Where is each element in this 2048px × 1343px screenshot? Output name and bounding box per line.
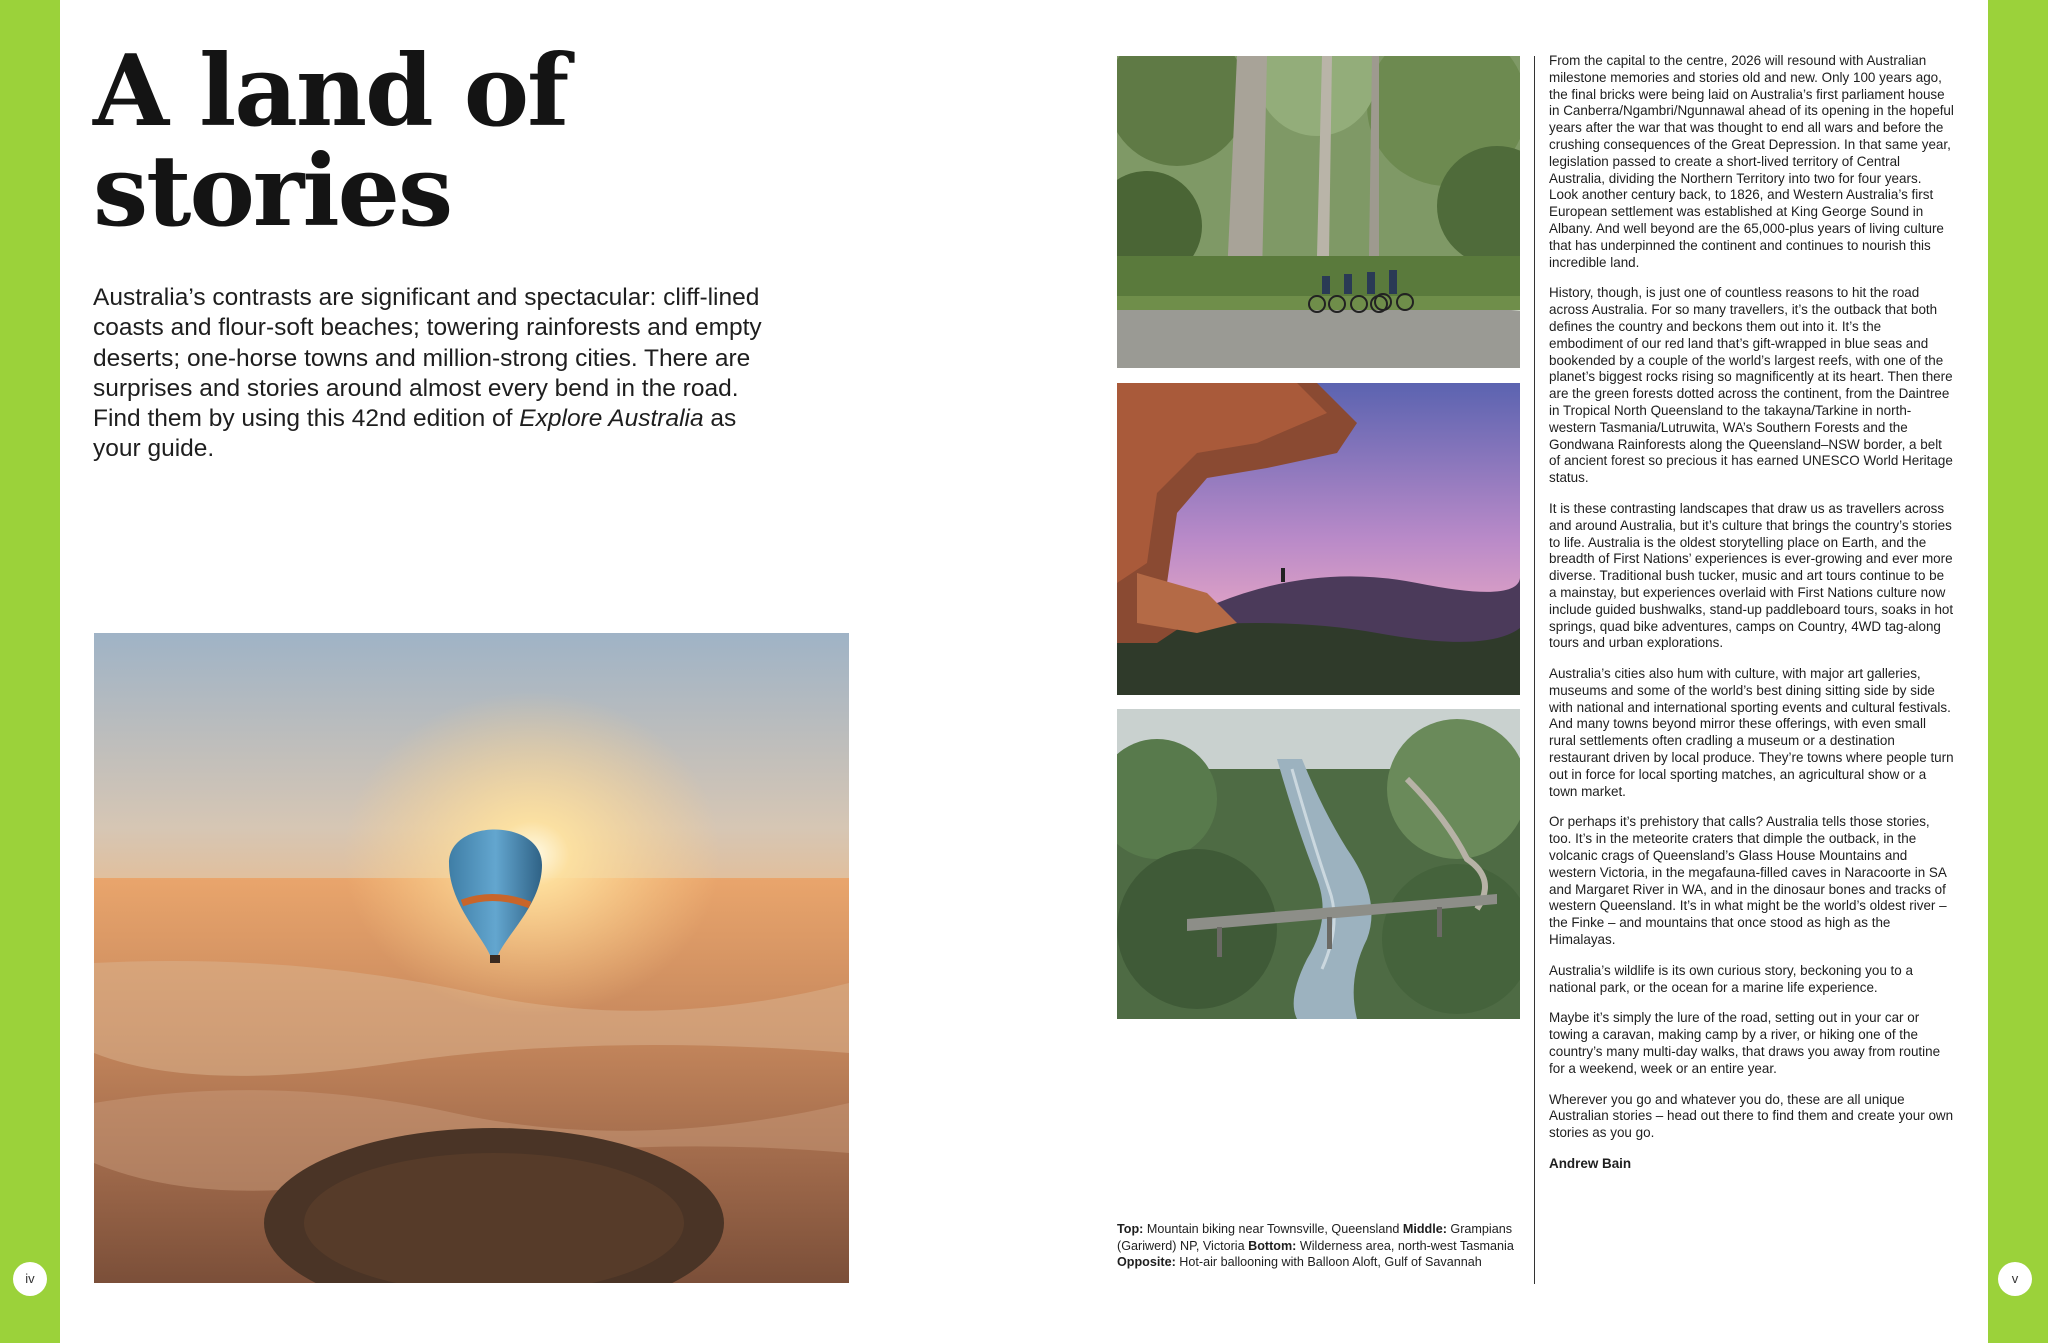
body-paragraph-7: Maybe it’s simply the lure of the road, setting out in your car or towing a caravan, making camp by a river, or hiking one of the country’s many multi-day walks, that draws you away from routine for a weekend, week or an entire year.: [1549, 1010, 1941, 1076]
caption-top-label: Top:: [1117, 1222, 1144, 1236]
intro-paragraph: [93, 283, 765, 465]
intro-italic-title: Explore Australia: [519, 405, 704, 433]
wilderness-river-photo: [1117, 709, 1520, 1019]
body-paragraph-1: From the capital to the centre, 2026 will resound with Australian milestone memories and stories old and new. Only 100 years ago, the final bricks were being laid on Australia’s first parliament house in Canberra/Ngambri/Ngunnawal ahead of its opening in the hopeful years after the war that was thought to end all wars and before the crushing consequences of the Great Depression. In that same year, legislation passed to create a short-lived territory of Central Australia, dividing the Northern Territory into two for four years. Look another century back, to 1826, and Western Australia’s first European settlement was established at King George Sound in Albany. And well beyond are the 65,000-plus years of living culture that has underpinned the continent and continues to nourish this incredible land.: [1549, 53, 1954, 270]
caption-top-text: Mountain biking near Townsville, Queensland: [1143, 1222, 1403, 1236]
caption-middle-text: Grampians (Gariwerd) NP, Victoria: [1117, 1222, 1513, 1253]
intro-end: as your guide.: [93, 405, 737, 463]
intro-text: Australia’s contrasts are significant and spectacular: cliff-lined coasts and flour-soft beaches; towering rainforests and empty deserts; one-horse towns and million-strong cities. There are surprises and stories around almost every bend in the road. Find them by using this 42nd edition of: [93, 284, 762, 433]
body-paragraph-3: It is these contrasting landscapes that draw us as travellers across and around Australia, but it’s culture that brings the country’s stories to life. Australia is the oldest storytelling place on Earth, and the breadth of First Nations’ experiences is ever-growing and ever more diverse. Traditional bush tucker, music and art tours continue to be a mainstay, but experiences overlaid with First Nations culture now include guided bushwalks, stand-up paddleboard tours, soaks in hot springs, quad bike adventures, camps on Country, 4WD tag-along tours and urban explorations.: [1549, 500, 1954, 651]
body-paragraph-5: Or perhaps it’s prehistory that calls? Australia tells those stories, too. It’s in the meteorite craters that dimple the outback, in the volcanic crags of Queensland’s Glass House Mountains and western Victoria, in the megafauna-filled caves in Naracoorte in SA and Margaret River in WA, and in the dinosaur bones and tracks of western Queensland. It’s in what might be the world’s oldest river – the Finke – and mountains that once stood as high as the Himalayas.: [1549, 814, 1947, 948]
mountain-biking-photo: [1117, 56, 1520, 368]
body-paragraph-2: History, though, is just one of countless reasons to hit the road across Australia. For so many travellers, it’s the outback that both defines the country and beckons them out into it. It’s the embodiment of our red land that’s gift-wrapped in blue seas and bookended by a couple of the world’s largest reefs, with one of the planet’s biggest rocks rising so magnificently at its heart. Then there are the green forests dotted across the continent, from the Daintree in Tropical North Queensland to the takayna/Tarkine in north-western Tasmania/Lutruwita, WA’s Southern Forests and the Gondwana Rainforests along the Queensland–NSW border, a belt of ancient forest so precious it has earned UNESCO World Heritage status.: [1549, 285, 1953, 486]
hot-air-balloon-photo: [94, 633, 849, 1283]
photo-caption: [1117, 1221, 1527, 1271]
body-paragraph-4: Australia’s cities also hum with culture, with major art galleries, museums and some of the world’s best dining sitting side by side with national and international sporting events and cultural festivals. And many towns beyond mirror these offerings, with even small rural settlements often cradling a museum or a destination restaurant driven by local produce. They’re towns where people turn out in force for local sporting matches, an agricultural show or a town market.: [1549, 666, 1954, 799]
caption-middle-label: Middle:: [1402, 1222, 1447, 1236]
caption-opposite-label: Opposite:: [1117, 1255, 1176, 1270]
caption-bottom-text: Wilderness area, north-west Tasmania: [1296, 1238, 1514, 1253]
page-number-left: iv: [13, 1262, 47, 1296]
right-accent-bar: [1988, 0, 2048, 1343]
page-title: [93, 34, 793, 249]
caption-bottom-label: Bottom:: [1248, 1238, 1297, 1253]
article-body: [1549, 53, 1954, 1187]
caption-opposite-text: Hot-air ballooning with Balloon Aloft, Gulf of Savannah: [1175, 1255, 1482, 1270]
column-divider: [1534, 56, 1535, 1284]
page-number-right: v: [1998, 1262, 2032, 1296]
title-line-1: A land of: [93, 34, 568, 149]
grampians-rock-photo: [1117, 383, 1520, 695]
author-name: Andrew Bain: [1549, 1156, 1632, 1172]
left-accent-bar: [0, 0, 60, 1343]
body-paragraph-8: Wherever you go and whatever you do, these are all unique Australian stories – head out there to find them and create your own stories as you go.: [1549, 1091, 1954, 1141]
body-paragraph-6: Australia’s wildlife is its own curious story, beckoning you to a national park, or the ocean for a marine life experience.: [1549, 962, 1913, 995]
title-line-2: stories: [93, 134, 452, 249]
